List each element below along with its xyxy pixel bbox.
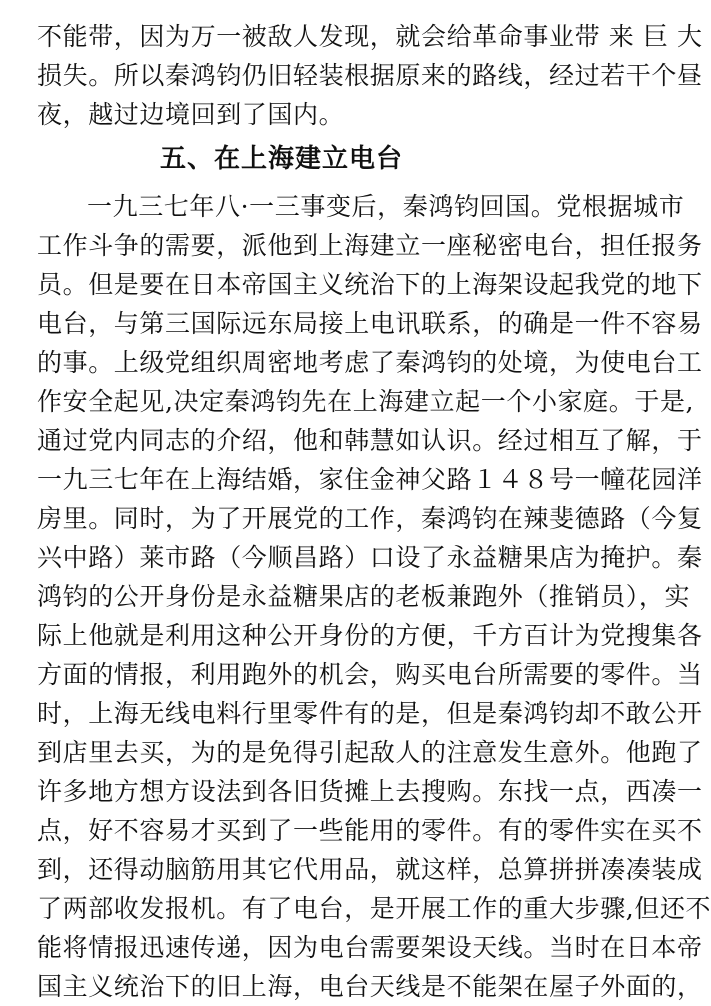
text-line: 一九三七年八·一三事变后，秦鸿钧回国。党根据城市: [87, 192, 685, 221]
text-line: 一九三七年在上海结婚，家住金神父路１４８号一幢花园洋: [37, 465, 703, 494]
text-line: 电台，与第三国际远东局接上电讯联系，的确是一件不容易: [37, 309, 703, 338]
text-line: 许多地方想方设法到各旧货摊上去搜购。东找一点，西凑一: [37, 777, 703, 806]
text-line: 到店里去买，为的是免得引起敌人的注意发生意外。他跑了: [37, 738, 703, 767]
text-line: 不能带，因为万一被敌人发现，就会给革命事业带 来 巨 大: [37, 22, 703, 51]
text-line: 夜，越过边境回到了国内。: [37, 100, 345, 129]
text-line: 通过党内同志的介绍，他和韩慧如认识。经过相互了解，于: [37, 426, 703, 455]
text-line: 际上他就是利用这种公开身份的方便，千方百计为党搜集各: [37, 621, 703, 650]
text-line: 国主义统治下的旧上海，电台天线是不能架在屋子外面的，: [37, 972, 703, 1001]
text-line: 能将情报迅速传递，因为电台需要架设天线。当时在日本帝: [37, 933, 703, 962]
text-line: 到，还得动脑筋用其它代用品，就这样，总算拼拼凑凑装成: [37, 855, 703, 884]
text-line: 工作斗争的需要，派他到上海建立一座秘密电台，担任报务: [37, 231, 703, 260]
body-paragraph: [37, 187, 711, 1006]
text-line: 点，好不容易才买到了一些能用的零件。有的零件实在买不: [37, 816, 703, 845]
text-line: 房里。同时，为了开展党的工作，秦鸿钧在辣斐德路（今复: [37, 504, 703, 533]
text-line: 方面的情报，利用跑外的机会，购买电台所需要的零件。当: [37, 660, 703, 689]
text-line: 时，上海无线电料行里零件有的是，但是秦鸿钧却不敢公开: [37, 699, 703, 728]
text-line: 作安全起见,决定秦鸿钧先在上海建立起一个小家庭。于是,: [37, 387, 695, 416]
text-line: 的事。上级党组织周密地考虑了秦鸿钧的处境，为使电台工: [37, 348, 703, 377]
section-heading: 五、在上海建立电台: [160, 144, 404, 174]
text-line: 鸿钧的公开身份是永益糖果店的老板兼跑外（推销员），实: [37, 582, 691, 611]
intro-paragraph: [37, 17, 703, 134]
text-line: 损失。所以秦鸿钧仍旧轻装根据原来的路线，经过若干个昼: [37, 61, 703, 90]
text-line: 了两部收发报机。有了电台，是开展工作的重大步骤,但还不: [37, 894, 711, 923]
text-line: 员。但是要在日本帝国主义统治下的上海架设起我党的地下: [37, 270, 703, 299]
text-line: 兴中路）莱市路（今顺昌路）口设了永益糖果店为掩护。秦: [37, 543, 703, 572]
